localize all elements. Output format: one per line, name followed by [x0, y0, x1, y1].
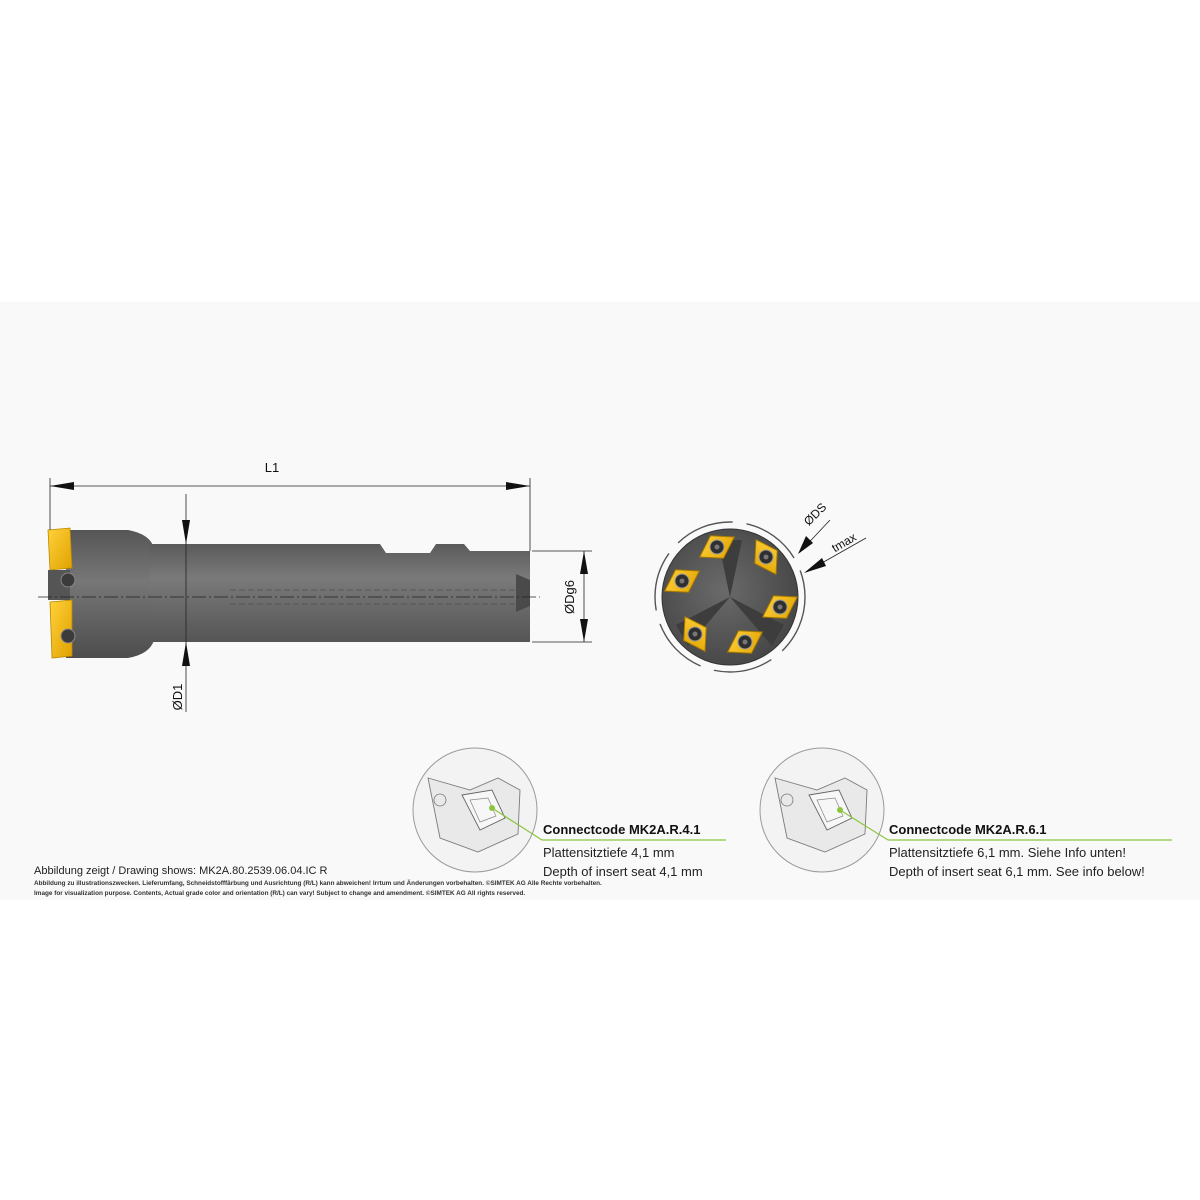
shank-rear-notch	[516, 574, 530, 612]
dimension-tmax	[804, 530, 866, 573]
tool-head	[66, 530, 154, 658]
drawing-shows-caption: Abbildung zeigt / Drawing shows: MK2A.80.2539.06.04.IC R	[34, 865, 328, 877]
dimension-label-l1: L1	[264, 460, 280, 475]
connectcode-1-line-2: Depth of insert seat 4,1 mm	[543, 864, 703, 879]
arrow-head	[506, 482, 530, 490]
disclaimer-english: Image for visualization purpose. Contents, Actual grade color and orientation (R/L) can vary! Subject to change and amendment. ©SIMTEK AG All rights reserved.	[34, 890, 526, 897]
arrow-head	[50, 482, 74, 490]
connectcode-1-line-1: Plattensitztiefe 4,1 mm	[543, 845, 675, 860]
insert-top	[48, 528, 72, 570]
arrow-head	[804, 558, 826, 573]
screw-icon	[61, 573, 75, 587]
connectcode-2-line-2: Depth of insert seat 6,1 mm. See info below!	[889, 864, 1145, 879]
connectcode-title-2: Connectcode MK2A.R.6.1	[889, 822, 1047, 837]
disclaimer-german: Abbildung zu illustrationszwecken. Lieferumfang, Schneidstofffärbung und Ausrichtung (R/L) kann abweichen! Irrtum und Änderungen vorbehalten. ©SIMTEK AG Alle Rechte vorbehalten.	[34, 880, 602, 887]
dimension-ds	[798, 500, 830, 554]
dimension-label-tmax: tmax	[829, 529, 859, 556]
dimension-label-d1: ØD1	[170, 683, 185, 711]
tool-front-view	[655, 522, 805, 672]
arrow-head	[580, 619, 588, 642]
connectcode-2-line-1: Plattensitztiefe 6,1 mm. Siehe Info unten!	[889, 845, 1127, 860]
dimension-label-dg6: ØDg6	[562, 580, 577, 614]
tool-shank	[150, 544, 530, 642]
arrow-head	[580, 551, 588, 574]
screw-icon	[61, 629, 75, 643]
dimension-label-ds: ØDS	[801, 500, 830, 529]
dimension-dg6	[532, 551, 592, 642]
arrow-head	[182, 642, 190, 666]
connectcode-title-1: Connectcode MK2A.R.4.1	[543, 822, 701, 837]
arrow-head	[182, 520, 190, 544]
arrow-head	[798, 536, 813, 554]
tool-side-view	[38, 528, 540, 658]
